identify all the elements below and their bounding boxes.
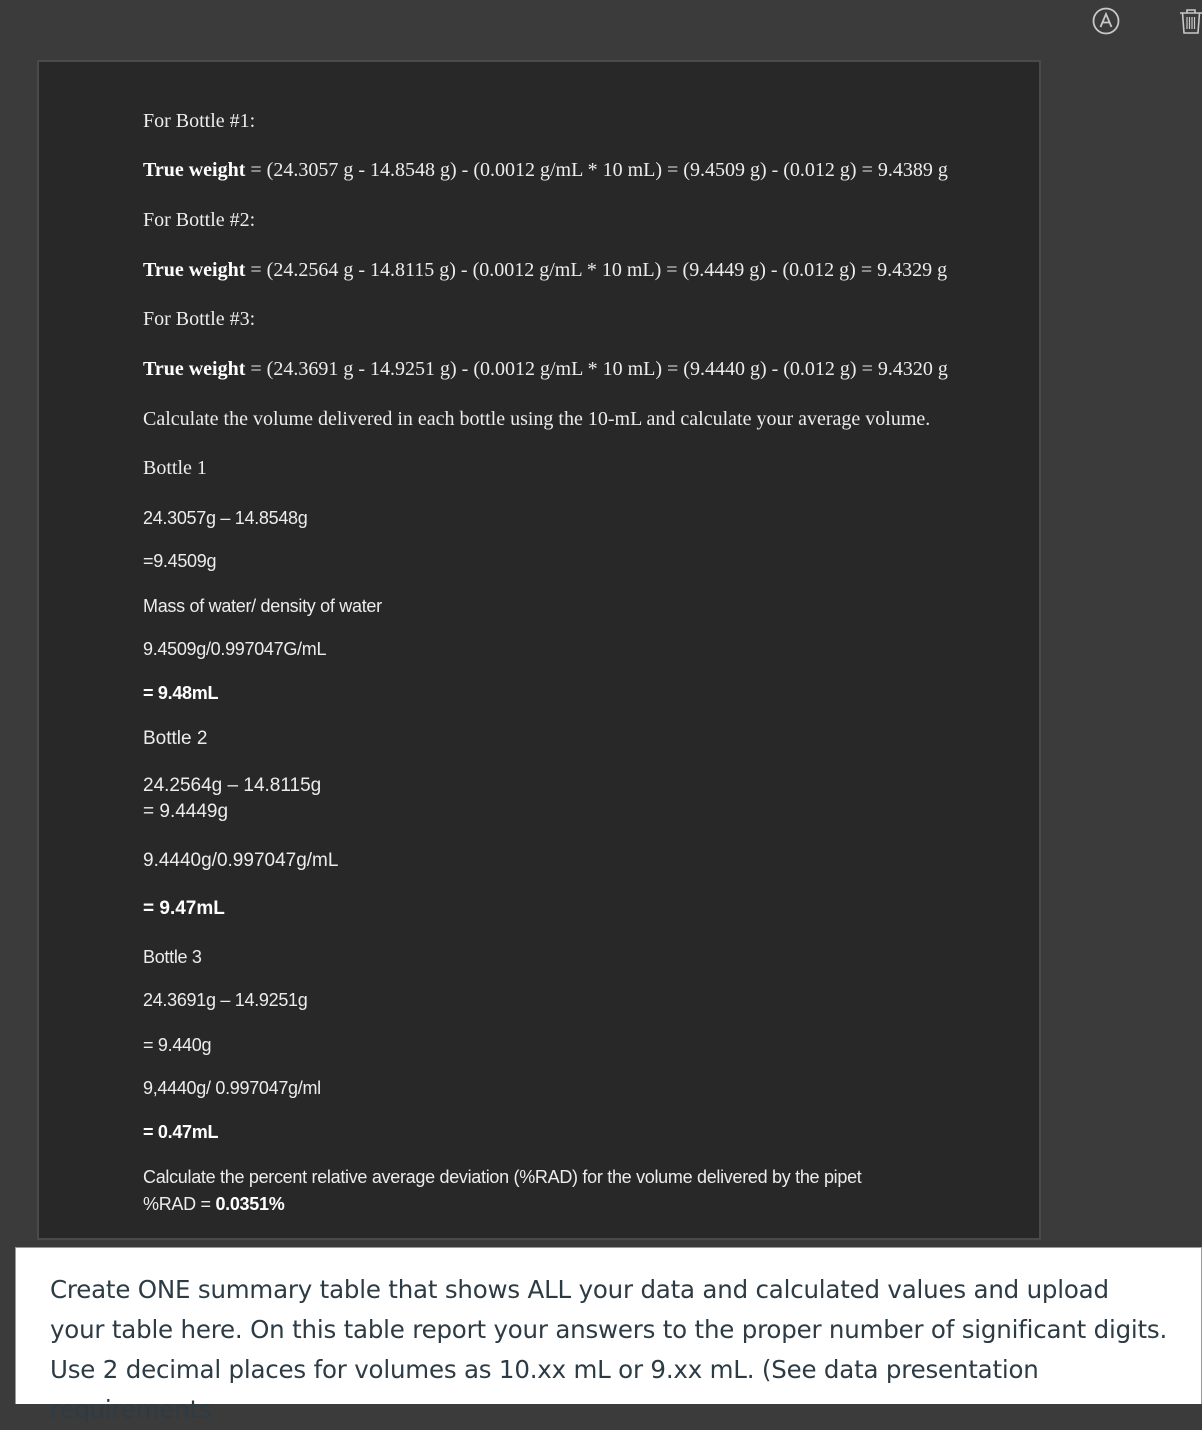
bottle3-mass-diff: 24.3691g – 14.9251g	[143, 990, 308, 1010]
true-weight-label: True weight	[143, 159, 246, 181]
bottle2-label: Bottle 2	[143, 728, 208, 749]
accessibility-a-icon[interactable]	[1091, 6, 1121, 36]
bottle3-division: 9,4440g/ 0.997047g/ml	[143, 1078, 321, 1098]
question-panel	[15, 1247, 1202, 1424]
bottle3-true-weight-formula: = (24.3691 g - 14.9251 g) - (0.0012 g/mL * 10 mL) = (9.4440 g) - (0.012 g) = 9.4320 g	[245, 358, 948, 380]
rad-value: 0.0351%	[215, 1194, 285, 1214]
bottle1-true-weight	[143, 159, 948, 182]
bottle1-mass-result: =9.4509g	[143, 551, 217, 571]
bottle3-label: Bottle 3	[143, 947, 202, 967]
bottle1-label: Bottle 1	[143, 457, 207, 479]
bottle3-volume: = 0.47mL	[143, 1122, 219, 1142]
rad-label: %RAD =	[143, 1194, 216, 1214]
bottle1-heading: For Bottle #1:	[143, 110, 256, 132]
bottle2-true-weight-formula: = (24.2564 g - 14.8115 g) - (0.0012 g/mL * 10 mL) = (9.4449 g) - (0.012 g) = 9.4329 g	[245, 259, 948, 281]
rad-prompt: Calculate the percent relative average deviation (%RAD) for the volume delivered by the pipet	[143, 1167, 862, 1187]
bottle3-true-weight	[143, 358, 948, 381]
bottle1-formula: Mass of water/ density of water	[143, 596, 382, 616]
bottle1-true-weight-formula: = (24.3057 g - 14.8548 g) - (0.0012 g/mL * 10 mL) = (9.4509 g) - (0.012 g) = 9.4389 g	[245, 159, 948, 181]
bottle2-mass-diff: 24.2564g – 14.8115g	[143, 775, 322, 796]
question-text: Create ONE summary table that shows ALL your data and calculated values and upload your table here. On this table report your answers to the proper number of significant digits. Use 2 decimal places for volumes as 10.xx mL or 9.xx mL. (See data presentation requirements	[50, 1275, 1168, 1424]
bottle2-true-weight	[143, 259, 947, 282]
volume-prompt: Calculate the volume delivered in each bottle using the 10-mL and calculate your average volume.	[143, 408, 931, 430]
bottle2-heading: For Bottle #2:	[143, 209, 256, 231]
answer-panel	[37, 60, 1041, 1240]
bottle2-division: 9.4440g/0.997047g/mL	[143, 850, 339, 871]
bottle1-volume: = 9.48mL	[143, 683, 219, 703]
bottle2-mass-result: = 9.4449g	[143, 801, 229, 822]
true-weight-label: True weight	[143, 358, 246, 380]
true-weight-label: True weight	[143, 259, 246, 281]
bottle3-mass-result: = 9.440g	[143, 1035, 212, 1055]
top-toolbar	[0, 0, 1202, 44]
bottle2-volume: = 9.47mL	[143, 898, 225, 919]
bottle1-mass-diff: 24.3057g – 14.8548g	[143, 508, 308, 528]
rad-result	[143, 1194, 284, 1215]
bottle1-division: 9.4509g/0.997047G/mL	[143, 639, 327, 659]
bottle3-heading: For Bottle #3:	[143, 308, 256, 330]
trash-icon[interactable]	[1176, 6, 1202, 36]
